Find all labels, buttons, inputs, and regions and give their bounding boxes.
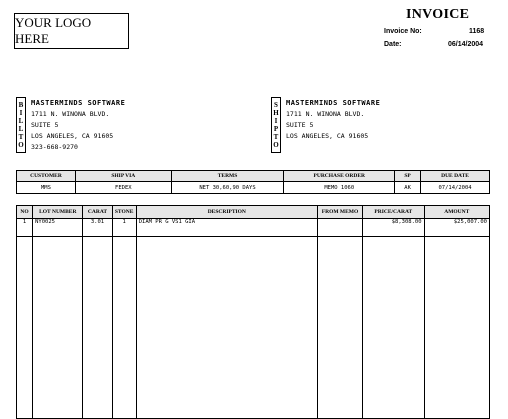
bill-to-address1: 1711 N. WINONA BLVD. xyxy=(31,110,110,118)
items-header-no: NO xyxy=(17,206,33,219)
items-header-lot-number: LOT NUMBER xyxy=(33,206,83,219)
order-header-terms: TERMS xyxy=(171,171,284,182)
bill-to-letter: L xyxy=(18,117,24,125)
empty-cell xyxy=(112,237,136,419)
empty-cell xyxy=(17,237,33,419)
items-header-price-carat: PRICE/CARAT xyxy=(363,206,424,219)
bill-to-city: LOS ANGELES, CA 91605 xyxy=(31,132,114,140)
invoice-no-value: 1168 xyxy=(469,28,485,35)
ship-to-address2: SUITE 5 xyxy=(286,121,314,129)
order-header-purchase-order: PURCHASE ORDER xyxy=(284,171,395,182)
line-items-table xyxy=(16,205,490,419)
invoice-title: INVOICE xyxy=(406,7,470,22)
order-header-ship-via: SHIP VIA xyxy=(75,171,171,182)
order-sp: AK xyxy=(395,182,421,194)
ship-to-letter: P xyxy=(273,125,279,133)
ship-to-address xyxy=(286,98,380,142)
invoice-date-label: Date: xyxy=(384,41,402,48)
order-header-due-date: DUE DATE xyxy=(421,171,490,182)
order-info-header-row xyxy=(17,171,490,182)
empty-cell xyxy=(363,237,424,419)
empty-cell xyxy=(33,237,83,419)
bill-to-letter: T xyxy=(18,133,24,141)
table-row-empty xyxy=(17,237,490,419)
line-items-header-row xyxy=(17,206,490,219)
ship-to-letter: I xyxy=(274,117,278,125)
items-header-from-memo: FROM MEMO xyxy=(317,206,362,219)
order-terms: NET 30,60,90 DAYS xyxy=(171,182,284,194)
empty-cell xyxy=(136,237,317,419)
invoice-date-value: 06/14/2004 xyxy=(448,41,484,48)
items-header-carat: CARAT xyxy=(83,206,112,219)
table-row xyxy=(17,219,490,237)
item-stone: 1 xyxy=(112,219,136,237)
empty-cell xyxy=(424,237,489,419)
ship-to-letter: T xyxy=(273,133,279,141)
bill-to-letter: I xyxy=(19,109,23,117)
ship-to-label xyxy=(271,97,281,153)
items-header-amount: AMOUNT xyxy=(424,206,489,219)
ship-to-letter: H xyxy=(273,109,279,117)
order-header-customer: CUSTOMER xyxy=(17,171,76,182)
invoice-no-label: Invoice No: xyxy=(384,28,422,35)
item-no: 1 xyxy=(17,219,33,237)
item-price-carat: $8,308.00 xyxy=(363,219,424,237)
ship-to-address1: 1711 N. WINONA BLVD. xyxy=(286,110,365,118)
order-ship-via: FEDEX xyxy=(75,182,171,194)
order-info-table xyxy=(16,170,490,194)
items-header-stone: STONE xyxy=(112,206,136,219)
ship-to-name: MASTERMINDS SOFTWARE xyxy=(286,99,381,107)
bill-to-phone: 323-668-9270 xyxy=(31,143,78,151)
company-logo-placeholder: YOUR LOGO HERE xyxy=(14,13,129,49)
bill-to-letter: O xyxy=(18,141,24,149)
bill-to-address2: SUITE 5 xyxy=(31,121,59,129)
ship-to-letter: O xyxy=(273,141,279,149)
empty-cell xyxy=(317,237,362,419)
order-info-value-row xyxy=(17,182,490,194)
bill-to-label xyxy=(16,97,26,153)
order-customer: MMS xyxy=(17,182,76,194)
order-purchase-order: MEMO 1060 xyxy=(284,182,395,194)
items-header-description: DESCRIPTION xyxy=(136,206,317,219)
bill-to-letter: L xyxy=(18,125,24,133)
bill-to-letter: B xyxy=(18,101,24,109)
item-from-memo xyxy=(317,219,362,237)
bill-to-address xyxy=(31,98,125,153)
ship-to-city: LOS ANGELES, CA 91605 xyxy=(286,132,369,140)
item-amount: $25,007.00 xyxy=(424,219,489,237)
bill-to-name: MASTERMINDS SOFTWARE xyxy=(31,99,126,107)
item-lot-number: NY0025 xyxy=(33,219,83,237)
item-carat: 3.01 xyxy=(83,219,112,237)
item-description: DIAM PR G VS1 GIA xyxy=(136,219,317,237)
ship-to-letter: S xyxy=(274,101,278,109)
order-due-date: 07/14/2004 xyxy=(421,182,490,194)
empty-cell xyxy=(83,237,112,419)
order-header-sp: SP xyxy=(395,171,421,182)
